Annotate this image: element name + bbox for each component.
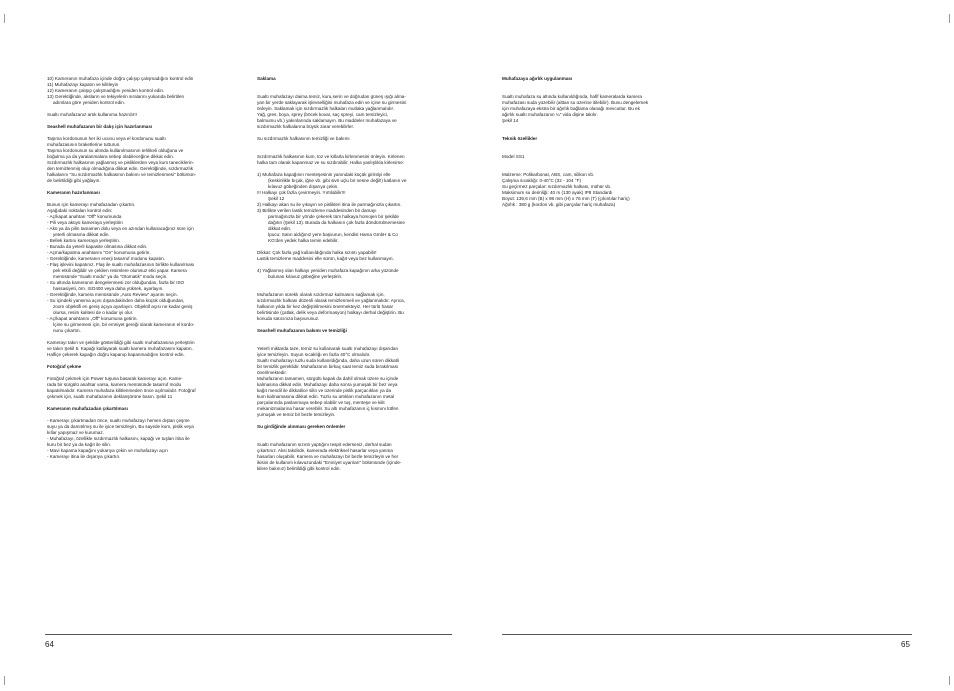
paragraph-line: ve takın Şekil 5. Kapağı katlayarak sualtı kamera muhafazasını kapatın. bbox=[47, 346, 193, 351]
list-item: - Mavi kapama kapağını yukarıya çekin ve muhafazayı açın bbox=[47, 448, 168, 453]
paragraph-line: çekmek için, sualtı muhafazanın deklanşörüne basın. Şekil 11 bbox=[47, 394, 173, 399]
list-item: - Su altında kameranın dengelenmesi zor olduğundan, fazla bir ISO bbox=[47, 280, 185, 285]
list-item: - Bellek kartını kameraya yerleştirin. bbox=[47, 238, 121, 243]
step-10: 10) Kameranın muhafaza içinde doğru çalışıp çalışmadığını kontrol edin bbox=[47, 76, 194, 81]
list-item: - Kamerayı itina ile dışarıya çıkartın. bbox=[47, 454, 121, 459]
step-11: 11) Muhafazayı kapatın ve kilitleyin bbox=[47, 82, 119, 87]
paragraph-line: Taşıma kordonunun her iki ucunu veya el kordonunu sualtı bbox=[47, 136, 166, 141]
heading-specs: Teknik özellikler bbox=[502, 136, 538, 141]
page-number-left: 64 bbox=[45, 640, 54, 649]
step-3-cont: dikkat edin. bbox=[268, 226, 292, 231]
paragraph-line: Sızdırmazlık halkasının kum, toz ve kıllarla kirlenmesini önleyin. Kirlenen bbox=[257, 154, 405, 159]
paragraph-line: Taşıma kordonunun su altında kullanılmasının tehlikeli olduğuna ve bbox=[47, 148, 184, 153]
step-4: 4) Yağlanmış olan halkayı yeniden muhafaza kapağının arka yüzünde bbox=[257, 268, 399, 273]
list-item: - Muhafazayı, özellikle sızdırmazlık halkasını, kapağı ve tuşları itina ile bbox=[47, 436, 190, 441]
spec-weight: Ağırlık : 380 g (kordon vb. gibi parçalar hariç muhafaza) bbox=[502, 202, 616, 207]
paragraph-line: yumuşak ve temiz bir bezle temizleyin. bbox=[257, 412, 336, 417]
paragraph-line: kapatılmalıdır. Kamera muhafaza kilitlenmeden önce açılmalıdır. Fotoğraf bbox=[47, 388, 196, 393]
paragraph-line: halka tam olarak kapanmaz ve su sızdırabilir. Halka yanlışlıkla kirlenirse: bbox=[257, 160, 405, 165]
list-item: - Flaş işlevini kapatınız. Flaş ile sualtı muhafazasının birlikte kullanılması bbox=[47, 262, 195, 267]
list-item-cont: olursa, resim kalitesi de o kadar iyi olur. bbox=[53, 310, 134, 315]
list-item-cont: menüsünde "Sualtı modu" ya da "Otomatik" modu seçin. bbox=[53, 274, 168, 279]
step-2: 2) Halkayı akan su ile yıkayın ve pislikleri itina ile parmağınızla çıkartın. bbox=[257, 202, 402, 207]
list-item-cont: zoom objektifi en geniş açıya ayarlayın. Objektif açısı ne kadar geniş bbox=[53, 304, 193, 309]
step-1-cont: kılavuz göbeğinden dışarıya çekin. bbox=[268, 184, 339, 189]
list-item-cont: pek etkili değildir ve çekilen resimlere olumsuz etki yapar. Kamera bbox=[53, 268, 187, 273]
paragraph-line: önleyin. Saklamak için sızdırmazlık halkaları mutlaka yağlanmalıdır. bbox=[257, 106, 395, 111]
paragraph-line: bir temizlik gereklidir. Muhafazanın birkaç saat temiz suda bırakılması bbox=[257, 364, 399, 369]
step-13-cont: adımlara göre yeniden kontrol edin. bbox=[53, 100, 126, 105]
heading-camera: Kameranın hazırlanması bbox=[47, 190, 100, 195]
paragraph-line: rada bir sürgülü anahtar varsa, kamera menüsünde tasarruf modu bbox=[47, 382, 182, 387]
paragraph-line: muhafazası suda yüzebilir (alttan su üzerine itilebilir). Bunu dengelemek bbox=[502, 100, 649, 105]
list-item: - Burada da yeterli kapasite olmasına dikkat edin. bbox=[47, 244, 148, 249]
paragraph-line: önerilmektedir. bbox=[257, 370, 287, 375]
tip-text-cont: KG'den yedek halka temin edebilir. bbox=[268, 238, 339, 243]
paragraph-line: Fotoğraf çekmek için Power tuşuna basarak kamerayı açın. Kame- bbox=[47, 376, 183, 381]
list-item: - Aç/kapat anahtarı "Off" konumunda bbox=[47, 214, 122, 219]
step-3-cont: dağıtın (Şekil 13). Burada da halkanın çok fazla döndürülmemesine bbox=[268, 220, 405, 225]
figure-ref: Şekil 12 bbox=[268, 196, 285, 201]
paragraph-line: halkalarını "Su sızdırmazlık halkasının bakımı ve temizlenmesi" bölümün- bbox=[47, 172, 197, 177]
paragraph-line: parçalarında paslanmaya sebep olabilir ve tuş, menteşe ve kilit bbox=[257, 400, 385, 405]
paragraph-line: den temizlenmiş olup olmadığına dikkat edin. Gerektiğinde, sızdırmazlık bbox=[47, 166, 194, 171]
step-4-cont: bulunan kılavuz göbeğine yerleştirin. bbox=[268, 274, 343, 279]
step-3: 3) Birlikte verilen lastik temizleme maddesinden bir damayı bbox=[257, 208, 377, 213]
spec-temperature: Çalışma sıcaklığı: 0-40°C (32 - 104 °F) bbox=[502, 178, 581, 183]
paragraph-line: kalmasına dikkat edin. Muhafazayı daha sonra yumuşak bir bez veya bbox=[257, 382, 398, 387]
paragraph-line: ağırlık sualtı muhafazanın ¼" vida dişine takılır. bbox=[502, 112, 598, 117]
paragraph-line: konuda satıcınıza başvurunuz. bbox=[257, 316, 320, 321]
list-item-cont: kuru bir bez ya da kağıt ile silin. bbox=[47, 442, 112, 447]
subheading-seal-cleaning: Su sızdırmazlık halkasının temizliği ve bakımı bbox=[257, 136, 350, 141]
paragraph-line: Muhafazanın süreklı olarak sızdırmaz kalmasını sağlamak için, bbox=[257, 292, 385, 297]
list-item-cont: kıllar yapışmaz ve kurumaz. bbox=[47, 430, 104, 435]
list-item: - Kamerayı çıkartmadan önce, sualtı muhafazayı hemen dıştan çeşme bbox=[47, 418, 190, 423]
step-1: 1) Muhafaza kapağının menteşesinin yanındaki küçük girintiyi elle bbox=[257, 172, 391, 177]
paragraph-line: Yağ, gres, boya, sprey (böcek kovar, saç spreyi, cam temizleyici, bbox=[257, 112, 389, 117]
heading-leak: Su girdiğinde alınması gereken önlemler bbox=[257, 424, 346, 429]
paragraph-line: belirtisinde (çatlak, delik veya deformasyon) halkayı derhal değiştirin. Bu bbox=[257, 310, 404, 315]
list-item: - Akü ya da pilin tamamen dolu veya en azından kullanacağınız süre için bbox=[47, 226, 194, 231]
crop-mark bbox=[949, 14, 950, 23]
spec-size: Boyut: 139,6 mm (B) x 98 mm (H) x 76 mm (T) (çıkıntılar hariç) bbox=[502, 196, 630, 201]
footer-rule-left bbox=[45, 634, 452, 635]
list-item: - Aç/kapat anahtarını „Off" konumuna getirin. bbox=[47, 316, 138, 321]
paragraph-line: sızdırmazlık halkası düzenli olarak temizlenmeli ve yağlanmalıdır. Ayrıca, bbox=[257, 298, 405, 303]
paragraph-line: Sualtı muhafazayı daima temiz, kuru,serin ve doğrudan güneş ışığı alma- bbox=[257, 94, 406, 99]
column-right bbox=[502, 76, 712, 208]
paragraph-line: muhafazasının braketlerine tutturun. bbox=[47, 142, 121, 147]
paragraph-line: hasarları oluşabilir. Kamera ve muhafazayı bir bezle temizleyin ve her bbox=[257, 454, 399, 459]
paragraph-line: Sualtı muhafazanın sızıntı yaptığını tespit ederseniz, derhal sudan bbox=[257, 442, 392, 447]
list-item-cont: İçine su girmemesi için, bir emniyet gereği olarak kameranın el kordo- bbox=[53, 322, 195, 327]
caution-text: Dikkat: Çok fazla yağ kullanıldığında halka sızıntı yapabilir! bbox=[257, 250, 377, 255]
paragraph-line: Halfiçe çekerek kapağın doğru kapanıp kapanmadığını kontrol edin. bbox=[47, 352, 185, 357]
paragraph-line: için muhafazaya ekstra bir ağırlık bağlama olanağı mevcuttur. Bu ek bbox=[502, 106, 640, 111]
paragraph-line: kilere bakınız) belirtildiği gibi kontrol edin. bbox=[257, 466, 341, 471]
warning-text: !!! Halkayı çok fazla çevirmeyin. Yırtılabilir!!! bbox=[257, 190, 346, 195]
paragraph-line: mekanizmalarına hasar verebilir. Su altı muhafazanın iç kısmını lütfen bbox=[257, 406, 399, 411]
spec-material: Malzeme: Polikarbonat, ABS, cam, silikon vb. bbox=[502, 172, 595, 177]
paragraph-line: boğulma ya da yaralanmalara sebep olabileceğine dikkat edin. bbox=[47, 154, 174, 159]
list-item: - Açma/kapatma anahtarını "On" konumuna getirin. bbox=[47, 250, 151, 255]
paragraph-line: Sualtı muhafaza su altında kullanıldığında, hafif kameralarda kamera bbox=[502, 94, 642, 99]
column-left bbox=[47, 76, 247, 460]
paragraph-line: kum kalmamasına dikkat edin. Tuzlu su artıkları muhafazanın metal bbox=[257, 394, 395, 399]
list-item: - Gerektiğinde, kameranın enerji tasarruf modunu kapatın. bbox=[47, 256, 165, 261]
crop-mark bbox=[4, 14, 5, 23]
list-item: - Pili veya aküyü kameraya yerleştirin bbox=[47, 220, 123, 225]
heading-weight: Muhafazaya ağırlık uygulanması bbox=[502, 76, 573, 81]
paragraph-line: balmumu vb.) yakınlarında saklamayın. Bu maddeler muhafazaya ve bbox=[257, 118, 397, 123]
list-item: - Gerektiğinde, kamera menüsünde „Auto Review" ayarını seçin. bbox=[47, 292, 178, 297]
paragraph-line: Kamerayı takın ve şekilde gösterildiği gibi sualtı muhafazasına yerleştirin bbox=[47, 340, 195, 345]
paragraph-line: yan bir yerde saklayarak işlevselliğini muhafaza edin ve içine su girmesini bbox=[257, 100, 407, 105]
step-3-cont: parmağınızla bir yönde çekerek tüm halkaya homojen bir şekilde bbox=[268, 214, 399, 219]
paragraph-line: Yeterli miktarda taze, temiz su kullanarak sualtı muhafazayı dışarıdan bbox=[257, 346, 399, 351]
heading-remove: Kameranın muhafazadan çıkartılması bbox=[47, 406, 128, 411]
paragraph-line: Sualtı muhafazayı tuzlu suda kullanıldığında, daha uzun süren dikkatli bbox=[257, 358, 399, 363]
step-1-cont: (keskinlikle bıçak, iğne vb. gibi sivri uçlu bir nesne değil!) katlanın ve bbox=[268, 178, 407, 183]
spec-waterproof-parts: Su geçirmez parçalar: sızdırmazlık halkası, mühür vb. bbox=[502, 184, 612, 189]
caution-text-cont: Lastik temizleme maddesini elle sürün, kağıt veya bez kullanmayın. bbox=[257, 256, 394, 261]
paragraph-line: Aşağıdaki noktaları kontrol edin: bbox=[47, 208, 113, 213]
spec-model: Model SS1 bbox=[502, 154, 525, 159]
list-item-cont: hassasiyeti, örn. ISO400 veya daha yüksek, ayarlayın. bbox=[53, 286, 164, 291]
heading-care: Seashell muhafazanın bakımı ve temizliği bbox=[257, 328, 347, 333]
paragraph-line: kağıt mendil ile dikkatlice silin ve üzerinde pislik parçacıkları ya da bbox=[257, 388, 392, 393]
tip-text: İpucu: Satın aldığınız yere başvurun, kendisi Hama GmbH & Co bbox=[268, 232, 398, 237]
step-13: 13) Gerektiğinde, aksların ve tekiyelerin sıralarını yukarıda belirtilen bbox=[47, 94, 185, 99]
figure-ref: Şekil 14 bbox=[502, 118, 519, 123]
list-item-cont: suyu ya da damıtılmış su ile iyice temizleyin, Bu sayede kum, pislik veya bbox=[47, 424, 194, 429]
list-item-cont: nunu çıkartın. bbox=[53, 328, 81, 333]
list-item: - Su içindeki yansıma açısı dışarıdakinden daha küçük olduğundan, bbox=[47, 298, 185, 303]
paragraph-line: Bunun için kamerayı muhafazadan çıkartın. bbox=[47, 202, 136, 207]
column-middle bbox=[257, 76, 457, 472]
list-item-cont: yeterli olmasına dikkat edin. bbox=[53, 232, 110, 237]
ready-text: Sualtı muhafazanız artık kullanıma hazırdır!! bbox=[47, 112, 137, 117]
paragraph-line: iyice temizleyin. Suyun sıcaklığı en fazla 40°C olmalıdır. bbox=[257, 352, 371, 357]
crop-mark bbox=[4, 676, 5, 685]
paragraph-line: Sızdırmazlık halkasının yağlanmış ve pisliklerden veya kum taneciklerin- bbox=[47, 160, 195, 165]
step-12: 12) Kameranın çalışıp çalışmadığını yeniden kontrol edin. bbox=[47, 88, 165, 93]
paragraph-line: çıkartınız. Aksi takdirde, kamerada elektriksel hasarlar veya yanma bbox=[257, 448, 393, 453]
paragraph-line: de belirtildiği gibi yağlayın. bbox=[47, 178, 101, 183]
paragraph-line: ikisini de kullanım kılavuzundaki "Emniyet uyarıları" bölümünde (içinde- bbox=[257, 460, 402, 465]
paragraph-line: sızdırmazlık halkalarına büyük zarar verebilirler. bbox=[257, 124, 355, 129]
spec-depth: Maksimum su derinliği: 40 m (130 ayak) IP8 Standardı bbox=[502, 190, 613, 195]
paragraph-line: halkanın yılda bir kez değiştirilmesini önermekteyiz. Her türlü hasar bbox=[257, 304, 394, 309]
footer-rule-right bbox=[502, 634, 912, 635]
heading-prep: Seashell muhafazanın bir dalış için hazırlanması bbox=[47, 124, 153, 129]
heading-storage: Saklama bbox=[257, 76, 276, 81]
paragraph-line: Muhafazanın tamamen, sürgülü kapak da dahil olmak üzere su içinde bbox=[257, 376, 399, 381]
heading-photo: Fotoğraf çekme bbox=[47, 364, 82, 369]
page-number-right: 65 bbox=[901, 640, 910, 649]
crop-mark bbox=[949, 676, 950, 685]
